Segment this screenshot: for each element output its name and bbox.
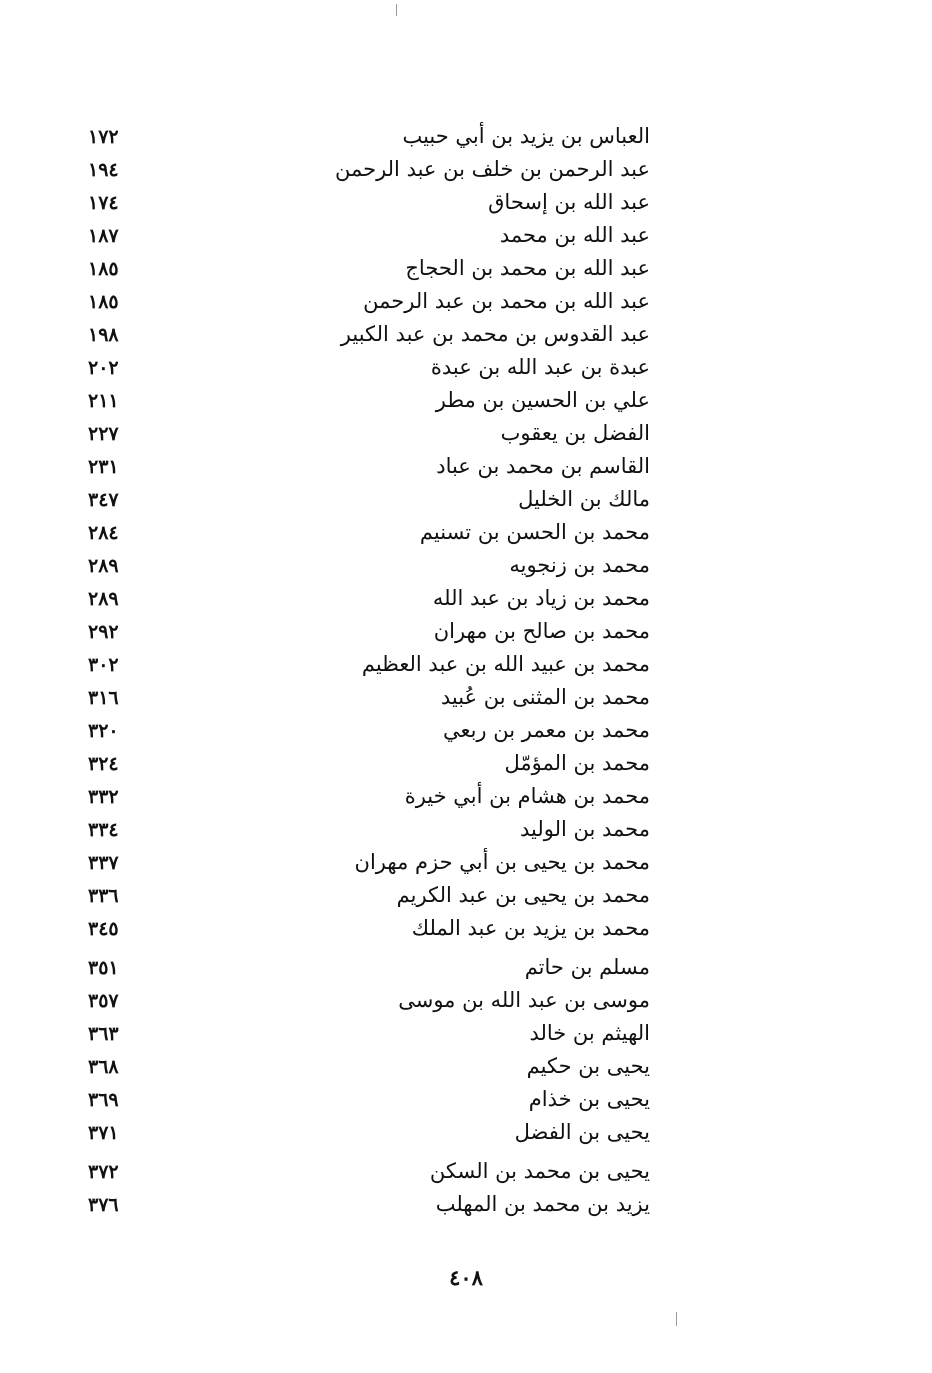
entry-name: الفضل بن يعقوب <box>500 421 650 445</box>
index-entry <box>70 984 650 1017</box>
entry-page-number: ١٨٥ <box>88 291 119 313</box>
page-number-footer: ٤٠٨ <box>449 1265 483 1290</box>
entry-name: عبد الرحمن بن خلف بن عبد الرحمن <box>334 157 650 181</box>
entry-page-number: ١٨٧ <box>88 225 119 247</box>
entry-name: علي بن الحسين بن مطر <box>435 388 650 412</box>
index-entry <box>70 747 650 780</box>
entry-page-number: ٢٨٩ <box>88 555 119 577</box>
entry-name: يحيى بن حكيم <box>526 1054 650 1078</box>
entry-page-number: ٣٣٦ <box>88 885 119 907</box>
index-entry <box>70 681 650 714</box>
entry-page-number: ٢٨٩ <box>88 588 119 610</box>
index-entry <box>70 252 650 285</box>
index-entry <box>70 1050 650 1083</box>
entry-name: محمد بن صالح بن مهران <box>433 619 650 643</box>
index-entry <box>70 450 650 483</box>
entry-name: محمد بن هشام بن أبي خيرة <box>404 784 650 808</box>
entry-page-number: ٣٤٥ <box>88 918 119 940</box>
entry-page-number: ١٧٢ <box>88 126 119 148</box>
entry-name: محمد بن المؤمّل <box>504 751 650 775</box>
entry-page-number: ٣٣٤ <box>88 819 119 841</box>
entry-page-number: ٢٠٢ <box>88 357 119 379</box>
entry-page-number: ٣٦٩ <box>88 1089 119 1111</box>
index-entry <box>70 846 650 879</box>
entry-page-number: ٣٧٢ <box>88 1161 119 1183</box>
entry-page-number: ٣٦٣ <box>88 1023 119 1045</box>
entry-page-number: ١٩٨ <box>88 324 119 346</box>
index-entry <box>70 951 650 984</box>
entry-page-number: ١٩٤ <box>88 159 119 181</box>
index-entry <box>70 780 650 813</box>
entry-page-number: ٣٥٧ <box>88 990 119 1012</box>
entry-name: محمد بن يحيى بن أبي حزم مهران <box>354 850 650 874</box>
index-entry <box>70 285 650 318</box>
entry-name: محمد بن يزيد بن عبد الملك <box>411 916 650 940</box>
entry-name: عبدة بن عبد الله بن عبدة <box>430 355 650 379</box>
entry-page-number: ٣٦٨ <box>88 1056 119 1078</box>
entry-name: محمد بن معمر بن ربعي <box>442 718 650 742</box>
index-entry <box>70 714 650 747</box>
entry-name: يحيى بن محمد بن السكن <box>429 1159 650 1183</box>
entry-page-number: ٢٩٢ <box>88 621 119 643</box>
index-entry <box>70 615 650 648</box>
entry-name: محمد بن زنجويه <box>509 553 650 577</box>
entry-name: يحيى بن الفضل <box>514 1120 650 1144</box>
entry-name: محمد بن زياد بن عبد الله <box>432 586 650 610</box>
entry-name: الهيثم بن خالد <box>529 1021 650 1045</box>
entry-name: يحيى بن خذام <box>528 1087 650 1111</box>
entry-name: القاسم بن محمد بن عباد <box>436 454 650 478</box>
index-entry <box>70 384 650 417</box>
index-entry <box>70 648 650 681</box>
index-entry <box>70 219 650 252</box>
index-entry <box>70 1116 650 1149</box>
index-entry <box>70 153 650 186</box>
name-index-list <box>70 120 650 1221</box>
entry-page-number: ٢٢٧ <box>88 423 119 445</box>
entry-name: محمد بن الحسن بن تسنيم <box>419 520 650 544</box>
entry-name: عبد القدوس بن محمد بن عبد الكبير <box>340 322 650 346</box>
scan-speck-bottom <box>676 1312 677 1326</box>
entry-name: محمد بن عبيد الله بن عبد العظيم <box>361 652 650 676</box>
entry-page-number: ٣٣٢ <box>88 786 119 808</box>
index-entry <box>70 582 650 615</box>
index-entry <box>70 318 650 351</box>
entry-page-number: ٣٢٤ <box>88 753 119 775</box>
entry-name: عبد الله بن محمد <box>499 223 650 247</box>
entry-name: محمد بن يحيى بن عبد الكريم <box>396 883 650 907</box>
entry-name: عبد الله بن محمد بن الحجاج <box>405 256 650 280</box>
entry-page-number: ١٨٥ <box>88 258 119 280</box>
entry-page-number: ٣٠٢ <box>88 654 119 676</box>
index-entry <box>70 351 650 384</box>
index-entry <box>70 417 650 450</box>
entry-page-number: ٣٥١ <box>88 957 119 979</box>
entry-page-number: ٣٢٠ <box>88 720 119 742</box>
index-entry <box>70 516 650 549</box>
index-entry <box>70 120 650 153</box>
index-entry <box>70 912 650 945</box>
entry-name: محمد بن الوليد <box>520 817 650 841</box>
entry-name: مالك بن الخليل <box>518 487 650 511</box>
entry-page-number: ٣٧٦ <box>88 1194 119 1216</box>
index-entry <box>70 1017 650 1050</box>
index-entry <box>70 1083 650 1116</box>
index-entry <box>70 1155 650 1188</box>
entry-page-number: ٣٤٧ <box>88 489 119 511</box>
entry-page-number: ١٧٤ <box>88 192 119 214</box>
entry-name: عبد الله بن إسحاق <box>488 190 650 214</box>
entry-page-number: ٣٧١ <box>88 1122 119 1144</box>
index-entry <box>70 1188 650 1221</box>
entry-name: موسى بن عبد الله بن موسى <box>398 988 650 1012</box>
entry-name: مسلم بن حاتم <box>524 955 650 979</box>
entry-name: العباس بن يزيد بن أبي حبيب <box>402 124 650 148</box>
entry-page-number: ٣١٦ <box>88 687 119 709</box>
entry-page-number: ٣٣٧ <box>88 852 119 874</box>
entry-page-number: ٢٨٤ <box>88 522 119 544</box>
entry-name: يزيد بن محمد بن المهلب <box>435 1192 650 1216</box>
index-entry <box>70 549 650 582</box>
index-entry <box>70 483 650 516</box>
entry-page-number: ٢٣١ <box>88 456 119 478</box>
scan-speck-top <box>396 4 397 16</box>
index-entry <box>70 813 650 846</box>
entry-page-number: ٢١١ <box>88 390 119 412</box>
index-entry <box>70 186 650 219</box>
entry-name: محمد بن المثنى بن عُبيد <box>440 685 650 709</box>
index-entry <box>70 879 650 912</box>
entry-name: عبد الله بن محمد بن عبد الرحمن <box>363 289 650 313</box>
